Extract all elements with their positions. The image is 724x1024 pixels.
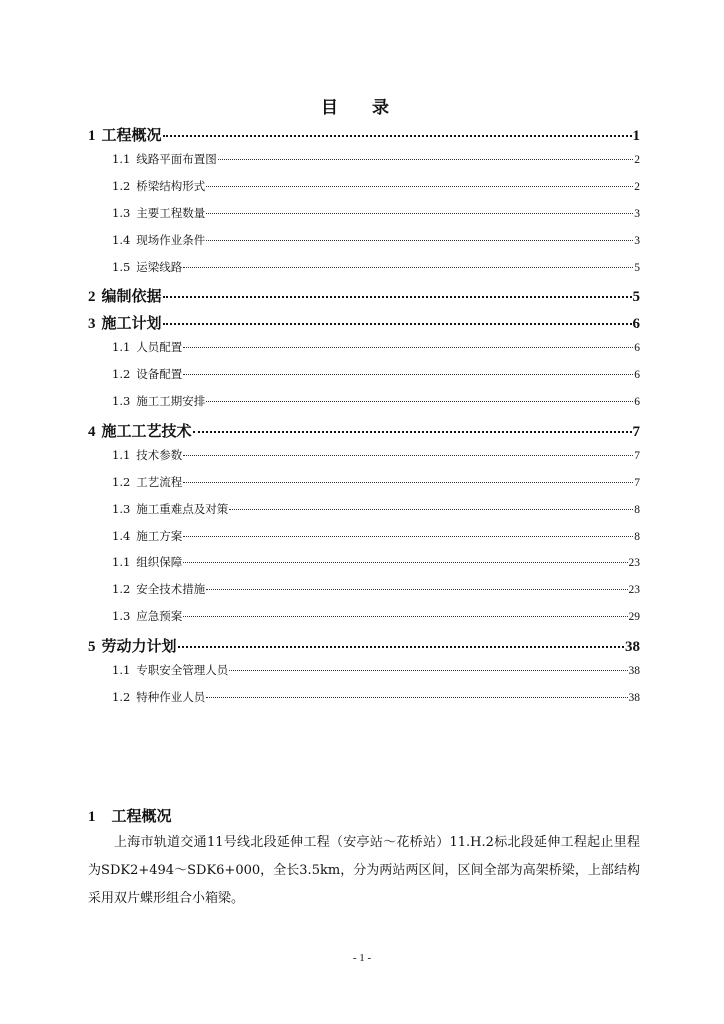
toc-dot-leader (163, 296, 632, 298)
toc-entry-label: 主要工程数量 (136, 205, 206, 220)
toc-dot-leader (183, 374, 633, 375)
toc-dot-leader (206, 401, 633, 402)
toc-section-entry[interactable] (112, 366, 640, 382)
toc-entry-page: 38 (625, 639, 640, 656)
toc-dot-leader (229, 509, 633, 510)
toc-entry-number: 1.1 (112, 447, 131, 462)
toc-entry-page: 7 (632, 423, 640, 440)
toc-entry-label: 人员配置 (136, 340, 183, 355)
toc-entry-number: 1.2 (112, 582, 131, 597)
toc-entry-label: 线路平面布置图 (136, 151, 217, 166)
toc-title: 目 录 (321, 98, 403, 118)
toc-dot-leader (183, 562, 627, 563)
toc-section-entry[interactable] (112, 581, 640, 597)
toc-dot-leader (163, 323, 632, 325)
toc-entry-number: 1.4 (112, 528, 131, 543)
toc-entry-label: 专职安全管理人员 (136, 663, 229, 677)
toc-dot-leader (206, 186, 633, 187)
toc-dot-leader (178, 646, 624, 648)
toc-entry-page: 3 (634, 207, 640, 220)
toc-entry-label: 应急预案 (136, 609, 183, 624)
toc-entry-number: 1 (88, 128, 96, 144)
toc-entry-page: 6 (634, 396, 640, 408)
toc-entry-label: 特种作业人员 (136, 689, 206, 704)
toc-entry-page: 38 (628, 691, 640, 704)
toc-dot-leader (183, 616, 627, 617)
toc-entry-number: 1.4 (112, 232, 131, 247)
toc-entry-number: 1.2 (112, 367, 131, 382)
toc-entry-page: 6 (634, 342, 640, 355)
toc-entry-label: 工艺流程 (136, 474, 183, 489)
toc-entry-label: 施工重难点及对策 (136, 501, 229, 516)
toc-dot-leader (193, 431, 632, 433)
toc-entry-label: 设备配置 (136, 367, 183, 382)
toc-section-entry[interactable] (112, 447, 640, 463)
toc-entry-number: 1.5 (112, 259, 131, 274)
toc-chapter-entry[interactable] (88, 124, 640, 145)
toc-entry-label: 施工工艺技术 (101, 421, 192, 440)
toc-entry-page: 5 (632, 289, 640, 306)
toc-section-entry[interactable] (112, 151, 640, 167)
toc-entry-label: 组织保障 (136, 555, 183, 570)
section-number: 1 (88, 809, 96, 825)
toc-chapter-entry[interactable] (88, 312, 640, 333)
toc-entry-page: 8 (634, 503, 640, 516)
page-number: - 1 - (352, 952, 372, 964)
toc-entry-number: 1.3 (112, 205, 131, 220)
body-paragraph: 上海市轨道交通11号线北段延伸工程（安亭站～花桥站）11.H.2标北段延伸工程起止里程为SDK2+494～SDK6+000，全长3.5km，分为两站两区间，区间全部为高架桥梁，上部结构采用双片蝶形组合小箱梁。 (88, 835, 640, 906)
toc-dot-leader (183, 347, 633, 348)
toc-chapter-entry[interactable] (88, 285, 640, 306)
toc-dot-leader (183, 536, 633, 537)
toc-entry-page: 8 (634, 530, 640, 543)
toc-entry-number: 1.1 (112, 555, 131, 570)
toc-entry-label: 劳动力计划 (101, 637, 177, 656)
toc-entry-number: 1.3 (112, 394, 131, 408)
toc-entry-page: 2 (634, 180, 640, 193)
toc-section-entry[interactable] (112, 178, 640, 194)
toc-chapter-entry[interactable] (88, 420, 640, 441)
toc-entry-label: 安全技术措施 (136, 582, 206, 597)
toc-entry-label: 技术参数 (136, 447, 183, 462)
toc-entry-number: 1.3 (112, 609, 131, 624)
toc-section-entry[interactable] (112, 259, 640, 275)
toc-entry-number: 1.1 (112, 340, 131, 355)
toc-entry-page: 1 (632, 128, 640, 144)
toc-entry-page: 29 (628, 611, 640, 624)
toc-section-entry[interactable] (112, 608, 640, 624)
section-title: 工程概况 (111, 807, 172, 825)
toc-section-entry[interactable] (112, 662, 640, 678)
toc-dot-leader (206, 697, 627, 698)
toc-entry-label: 施工方案 (136, 528, 183, 543)
toc-chapter-entry[interactable] (88, 635, 640, 656)
toc-dot-leader (183, 455, 633, 456)
toc-section-entry[interactable] (112, 474, 640, 490)
toc-entry-number: 1.3 (112, 501, 131, 516)
toc-entry-label: 桥梁结构形式 (136, 178, 206, 193)
section-heading (88, 805, 172, 826)
toc-entry-page: 38 (628, 665, 640, 677)
toc-entry-number: 1.2 (112, 178, 131, 193)
toc-entry-label: 工程概况 (101, 126, 162, 144)
toc-entry-number: 4 (88, 423, 96, 440)
toc-dot-leader (206, 213, 633, 214)
toc-entry-number: 5 (88, 639, 96, 656)
toc-dot-leader (163, 135, 632, 137)
toc-entry-page: 2 (634, 153, 640, 166)
toc-entry-page: 6 (632, 316, 640, 333)
toc-section-entry[interactable] (112, 205, 640, 221)
toc-entry-page: 5 (634, 261, 640, 274)
toc-section-entry[interactable] (112, 554, 640, 570)
toc-entry-page: 7 (634, 449, 640, 462)
toc-section-entry[interactable] (112, 339, 640, 355)
toc-entry-page: 23 (628, 584, 640, 597)
toc-dot-leader (183, 267, 633, 268)
toc-dot-leader (206, 589, 627, 590)
toc-section-entry[interactable] (112, 501, 640, 517)
toc-section-entry[interactable] (112, 232, 640, 248)
toc-entry-number: 1.2 (112, 689, 131, 704)
toc-section-entry[interactable] (112, 528, 640, 544)
toc-dot-leader (229, 670, 627, 671)
toc-dot-leader (183, 482, 633, 483)
toc-entry-page: 7 (634, 476, 640, 489)
toc-section-entry[interactable] (112, 689, 640, 705)
toc-entry-label: 施工计划 (101, 314, 162, 333)
toc-entry-label: 现场作业条件 (136, 232, 206, 247)
toc-section-entry[interactable] (112, 393, 640, 409)
toc-entry-page: 23 (628, 557, 640, 570)
toc-entry-number: 3 (88, 316, 96, 333)
toc-entry-page: 3 (634, 234, 640, 247)
toc-entry-number: 2 (88, 289, 96, 306)
toc-entry-number: 1.1 (112, 663, 131, 677)
toc-entry-label: 运梁线路 (136, 259, 183, 274)
toc-dot-leader (206, 240, 633, 241)
toc-entry-label: 编制依据 (101, 287, 162, 306)
toc-entry-number: 1.2 (112, 474, 131, 489)
toc-dot-leader (218, 159, 633, 160)
toc-entry-page: 6 (634, 369, 640, 382)
toc-entry-number: 1.1 (112, 151, 131, 166)
toc-entry-label: 施工工期安排 (136, 394, 206, 408)
